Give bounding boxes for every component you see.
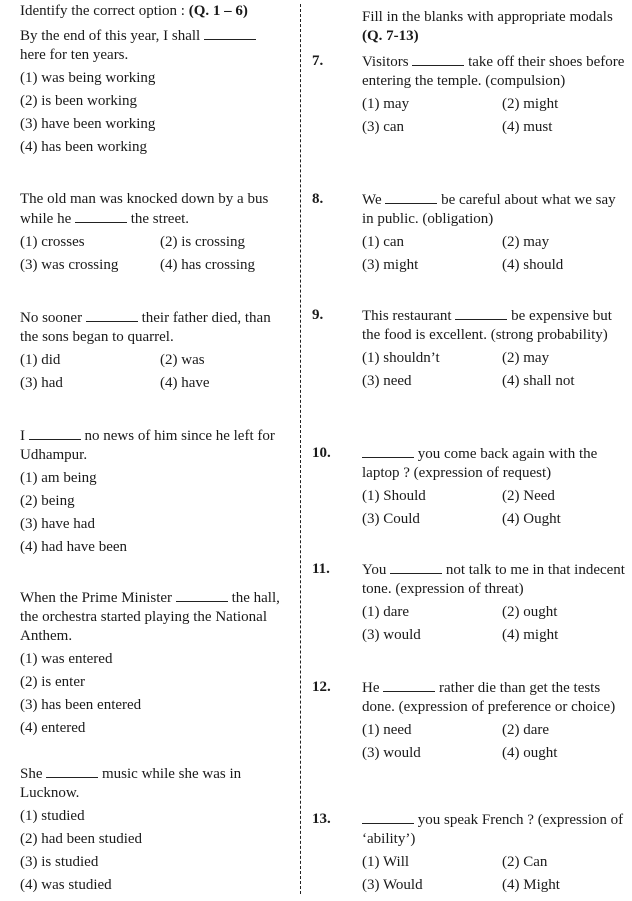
question-number: 10.: [312, 445, 331, 461]
option-3[interactable]: (3) has been entered: [20, 697, 142, 713]
question-number: 8.: [312, 191, 324, 207]
question-number: 9.: [312, 307, 324, 323]
option-1[interactable]: (1) was being working: [20, 70, 156, 86]
option-1[interactable]: (1) shouldn’t: [362, 350, 440, 366]
question-text: He rather die than get the tests done. (expression of preference or choice): [362, 680, 616, 715]
option-3[interactable]: (3) Would: [362, 877, 423, 893]
option-2[interactable]: (2) ought: [502, 604, 558, 620]
option-4[interactable]: (4) Might: [502, 877, 560, 893]
answer-blank: [29, 426, 81, 440]
option-1[interactable]: (1) need: [362, 722, 412, 738]
option-4[interactable]: (4) might: [502, 627, 559, 643]
option-4[interactable]: (4) had have been: [20, 539, 128, 555]
option-4[interactable]: (4) should: [502, 257, 564, 273]
option-4[interactable]: (4) have: [160, 375, 210, 391]
option-4[interactable]: (4) shall not: [502, 373, 575, 389]
option-4[interactable]: (4) Ought: [502, 511, 561, 527]
option-1[interactable]: (1) did: [20, 352, 61, 368]
question-12: [312, 678, 628, 765]
option-4[interactable]: (4) has been working: [20, 139, 148, 155]
question-text: When the Prime Minister the hall, the orchestra started playing the National Anthem.: [20, 590, 280, 644]
option-2[interactable]: (2) dare: [502, 722, 550, 738]
option-2[interactable]: (2) being: [20, 493, 75, 509]
question-6: [20, 764, 288, 897]
option-1[interactable]: (1) Should: [362, 488, 426, 504]
option-1[interactable]: (1) am being: [20, 470, 97, 486]
question-number: 13.: [312, 811, 331, 827]
option-1[interactable]: (1) may: [362, 96, 410, 112]
option-4[interactable]: (4) must: [502, 119, 553, 135]
answer-blank: [390, 560, 442, 574]
question-7: [312, 52, 628, 139]
answer-blank: [75, 209, 127, 223]
question-10: [312, 444, 628, 531]
option-3[interactable]: (3) have had: [20, 516, 95, 532]
column-divider: [300, 4, 301, 894]
option-4[interactable]: (4) was studied: [20, 877, 112, 893]
option-4[interactable]: (4) has crossing: [160, 257, 255, 273]
answer-blank: [176, 588, 228, 602]
option-4[interactable]: (4) entered: [20, 720, 86, 736]
option-2[interactable]: (2) Need: [502, 488, 555, 504]
option-3[interactable]: (3) would: [362, 745, 421, 761]
question-number: 12.: [312, 679, 331, 695]
question-text: you speak French ? (expression of ‘ability’): [362, 812, 624, 847]
question-9: [312, 306, 628, 393]
option-2[interactable]: (2) was: [160, 352, 205, 368]
option-3[interactable]: (3) can: [362, 119, 405, 135]
question-5: [20, 588, 288, 740]
answer-blank: [412, 52, 464, 66]
option-2[interactable]: (2) may: [502, 234, 550, 250]
option-2[interactable]: (2) is crossing: [160, 234, 245, 250]
question-text: We be careful about what we say in public. (obligation): [362, 192, 616, 227]
option-3[interactable]: (3) had: [20, 375, 63, 391]
option-4[interactable]: (4) ought: [502, 745, 558, 761]
option-3[interactable]: (3) is studied: [20, 854, 99, 870]
question-text: The old man was knocked down by a bus while he the street.: [20, 191, 269, 227]
option-3[interactable]: (3) would: [362, 627, 421, 643]
answer-blank: [46, 764, 98, 778]
option-1[interactable]: (1) can: [362, 234, 405, 250]
option-3[interactable]: (3) need: [362, 373, 412, 389]
question-text: This restaurant be expensive but the food is excellent. (strong probability): [362, 308, 612, 343]
question-text: No sooner their father died, than the sons began to quarrel.: [20, 310, 271, 345]
question-1: [20, 26, 288, 159]
question-11: [312, 560, 628, 647]
option-1[interactable]: (1) dare: [362, 604, 410, 620]
question-text: I no news of him since he left for Udhampur.: [20, 428, 275, 463]
option-3[interactable]: (3) have been working: [20, 116, 156, 132]
answer-blank: [86, 308, 138, 322]
option-3[interactable]: (3) was crossing: [20, 257, 119, 273]
question-text: you come back again with the laptop ? (expression of request): [362, 446, 598, 481]
option-1[interactable]: (1) studied: [20, 808, 85, 824]
left-instruction: Identify the correct option : (Q. 1 – 6): [20, 3, 248, 19]
question-13: [312, 810, 628, 897]
answer-blank: [362, 810, 414, 824]
option-3[interactable]: (3) might: [362, 257, 419, 273]
option-3[interactable]: (3) Could: [362, 511, 420, 527]
question-text: By the end of this year, I shall here for ten years.: [20, 26, 288, 65]
option-2[interactable]: (2) may: [502, 350, 550, 366]
question-text: Visitors take off their shoes before entering the temple. (compulsion): [362, 54, 625, 89]
question-3: [20, 308, 288, 395]
option-2[interactable]: (2) is been working: [20, 93, 138, 109]
answer-blank: [383, 678, 435, 692]
question-2: [20, 190, 288, 277]
answer-blank: [455, 306, 507, 320]
question-text: She music while she was in Lucknow.: [20, 766, 242, 801]
answer-blank: [362, 444, 414, 458]
answer-blank: [204, 26, 256, 40]
question-8: [312, 190, 628, 277]
answer-blank: [385, 190, 437, 204]
option-1[interactable]: (1) was entered: [20, 651, 113, 667]
right-instruction: Fill in the blanks with appropriate modals (Q. 7-13): [362, 9, 613, 44]
question-number: 11.: [312, 561, 330, 577]
option-2[interactable]: (2) had been studied: [20, 831, 143, 847]
question-text: You not talk to me in that indecent tone. (expression of threat): [362, 562, 625, 597]
question-4: [20, 426, 288, 559]
question-number: 7.: [312, 53, 324, 69]
option-1[interactable]: (1) Will: [362, 854, 410, 870]
option-2[interactable]: (2) might: [502, 96, 559, 112]
option-1[interactable]: (1) crosses: [20, 234, 85, 250]
option-2[interactable]: (2) Can: [502, 854, 548, 870]
option-2[interactable]: (2) is enter: [20, 674, 85, 690]
